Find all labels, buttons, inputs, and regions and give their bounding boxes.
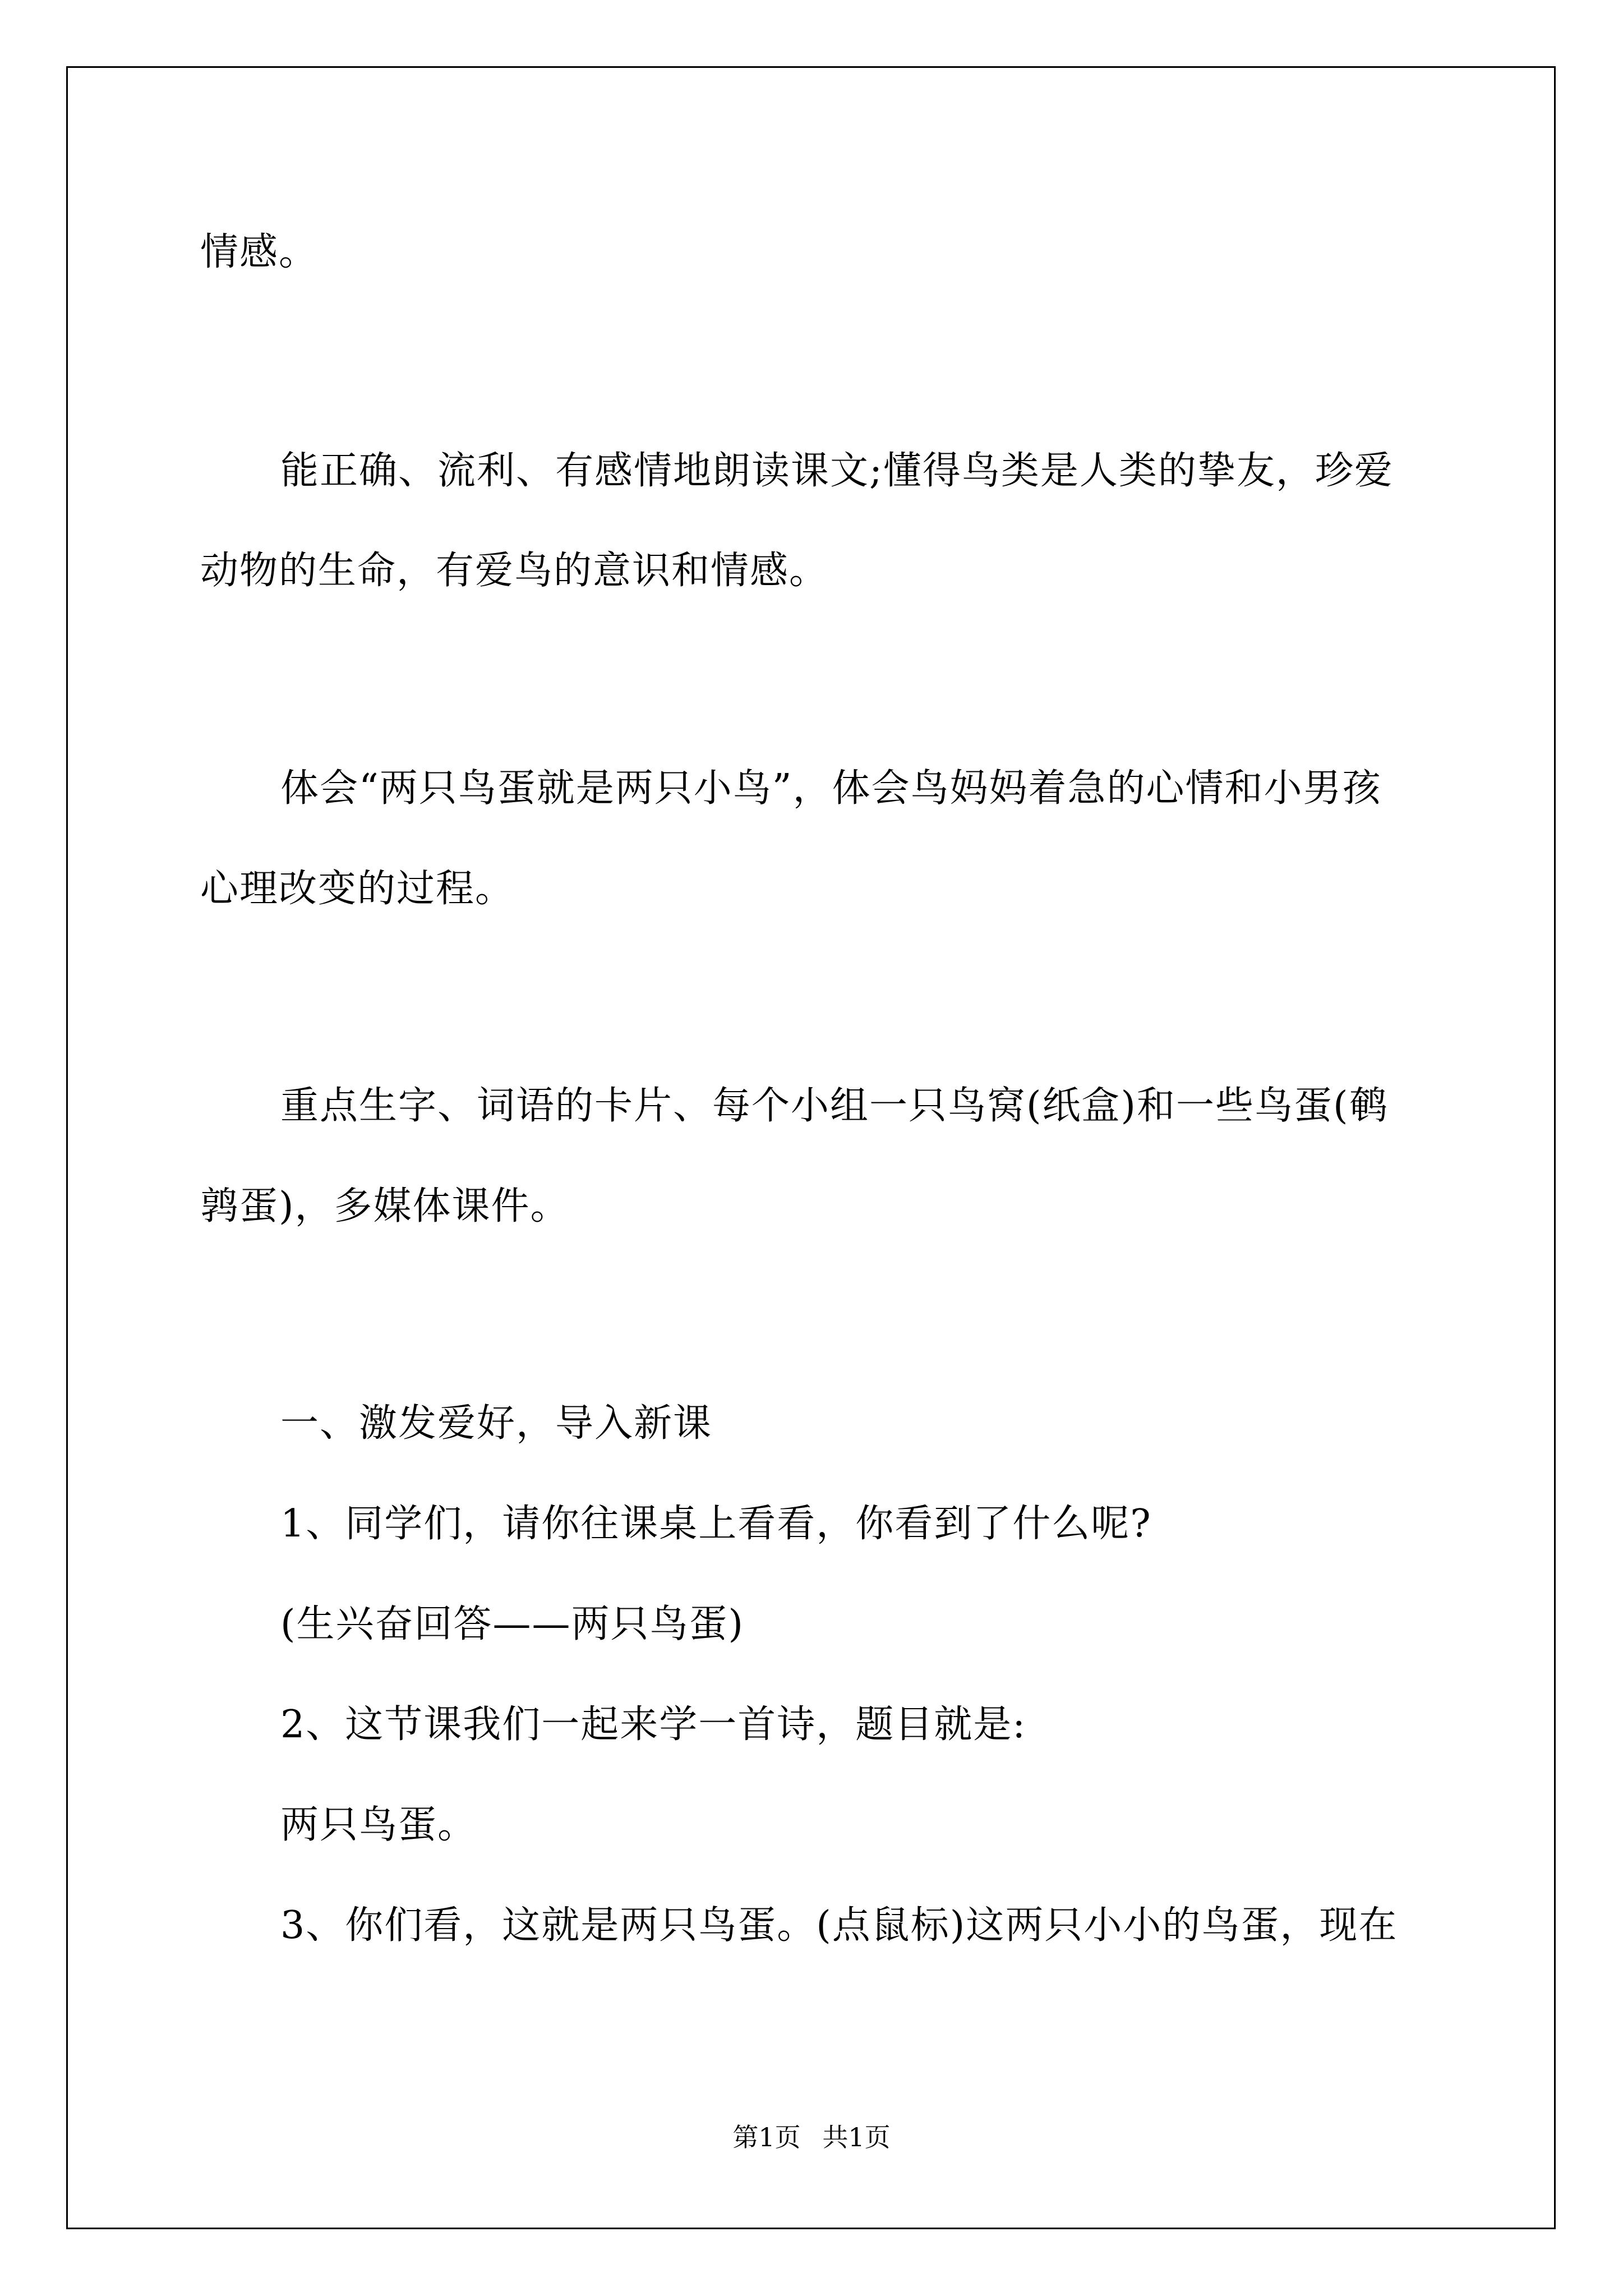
text-line: 动物的生命，有爱鸟的意识和情感。: [200, 549, 829, 593]
page-footer: [0, 2122, 1623, 2153]
text-line: 两只鸟蛋。: [280, 1803, 477, 1847]
text-line: 3、你们看，这就是两只鸟蛋。(点鼠标)这两只小小的鸟蛋，现在: [280, 1903, 1398, 1948]
text-line: (生兴奋回答——两只鸟蛋): [280, 1602, 745, 1646]
page-number: 第1页: [732, 2122, 801, 2152]
text-line: 鹑蛋)，多媒体课件。: [200, 1184, 570, 1228]
page-total: 共1页: [822, 2122, 891, 2152]
text-line: 2、这节课我们一起来学一首诗，题目就是:: [280, 1703, 1027, 1747]
text-line: 情感。: [200, 230, 319, 274]
text-line: 重点生字、词语的卡片、每个小组一只鸟窝(纸盒)和一些鸟蛋(鹌: [280, 1084, 1389, 1128]
text-line: 1、同学们，请你往课桌上看看，你看到了什么呢?: [280, 1502, 1152, 1546]
section-heading: 一、激发爱好，导入新课: [280, 1401, 713, 1446]
text-line: 能正确、流利、有感情地朗读课文;懂得鸟类是人类的挚友，珍爱: [280, 449, 1394, 493]
text-line: 心理改变的过程。: [200, 867, 515, 911]
text-line: 体会“两只鸟蛋就是两只小鸟”，体会鸟妈妈着急的心情和小男孩: [280, 766, 1382, 811]
